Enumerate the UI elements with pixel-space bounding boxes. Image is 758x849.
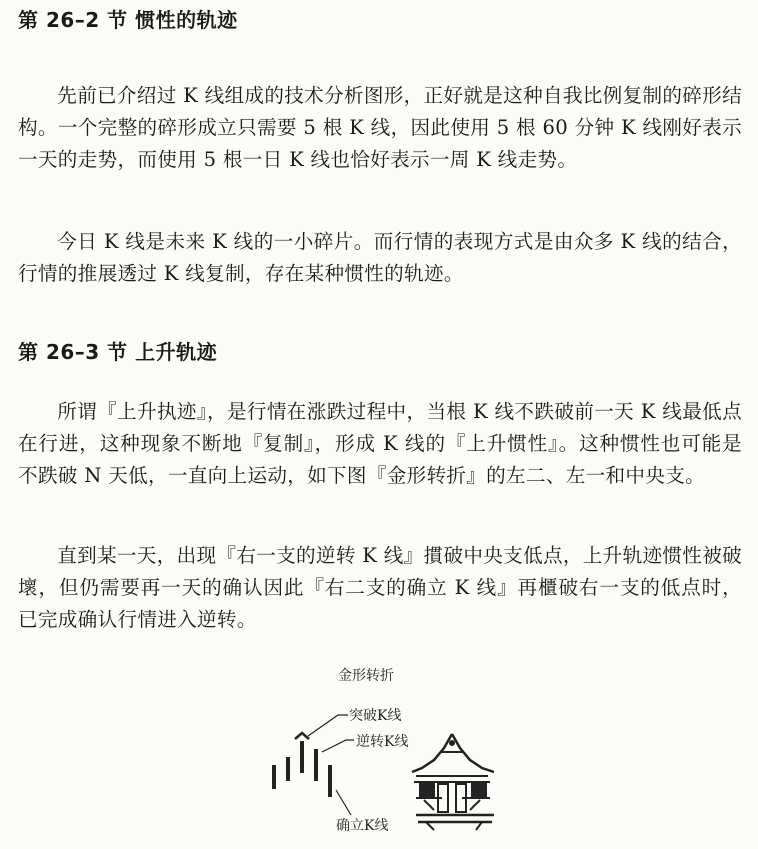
section-1-paragraph-2: 今日 K 线是未来 K 线的一小碎片。而行情的表现方式是由众多 K 线的结合，行情的推展透过 K 线复制，存在某种惯性的轨迹。 xyxy=(18,230,742,285)
confirm-candle-label: 确立K线 xyxy=(336,818,389,834)
reversal-candle-label: 逆转K线 xyxy=(356,734,409,750)
section-2-paragraph-1: 所谓『上升执迹』，是行情在涨跌过程中，当根 K 线不跌破前一天 K 线最低点在行进，这种现象不断地『复制』，形成 K 线的『上升惯性』。这种惯性也可能是不跌破 N 天低，一直向上运动，如下图『金形转折』的左二、左一和中央支。 xyxy=(18,400,742,487)
breakout-pointer-line xyxy=(308,715,348,736)
candle-4 xyxy=(314,749,318,781)
candles-group xyxy=(272,733,332,797)
candle-5 xyxy=(328,765,332,797)
figure-title: 金形转折 xyxy=(338,668,394,684)
section-2-paragraph-2: 直到某一天，出现『右一支的逆转 K 线』摜破中央支低点，上升轨迹惯性被破壞，但仍需要再一天的确认因此『右二支的确立 K 线』再櫃破右一支的低点时，已完成确认行情进入逆转。 xyxy=(18,544,742,631)
candle-3 xyxy=(300,741,304,773)
golden-turn-figure xyxy=(256,660,516,845)
breakout-candle-label: 突破K线 xyxy=(349,708,402,724)
reversal-pointer-line xyxy=(322,740,354,752)
section-1-paragraph-1: 先前已介绍过 K 线组成的技术分析图形，正好就是这种自我比例复制的碎形结构。一个完整的碎形成立只需要 5 根 K 线，因此使用 5 根 60 分钟 K 线刚好表示一天的走势，而使用 5 根一日 K 线也恰好表示一周 K 线走势。 xyxy=(18,84,742,171)
breakout-cap-mark xyxy=(295,733,309,739)
candle-2 xyxy=(286,757,290,781)
golden-character-illustration xyxy=(412,734,494,830)
candle-1 xyxy=(272,765,276,789)
section-1-title: 第 26–2 节 惯性的轨迹 xyxy=(18,8,238,32)
section-2-title: 第 26–3 节 上升轨迹 xyxy=(18,340,218,364)
confirm-pointer-line xyxy=(336,790,351,815)
